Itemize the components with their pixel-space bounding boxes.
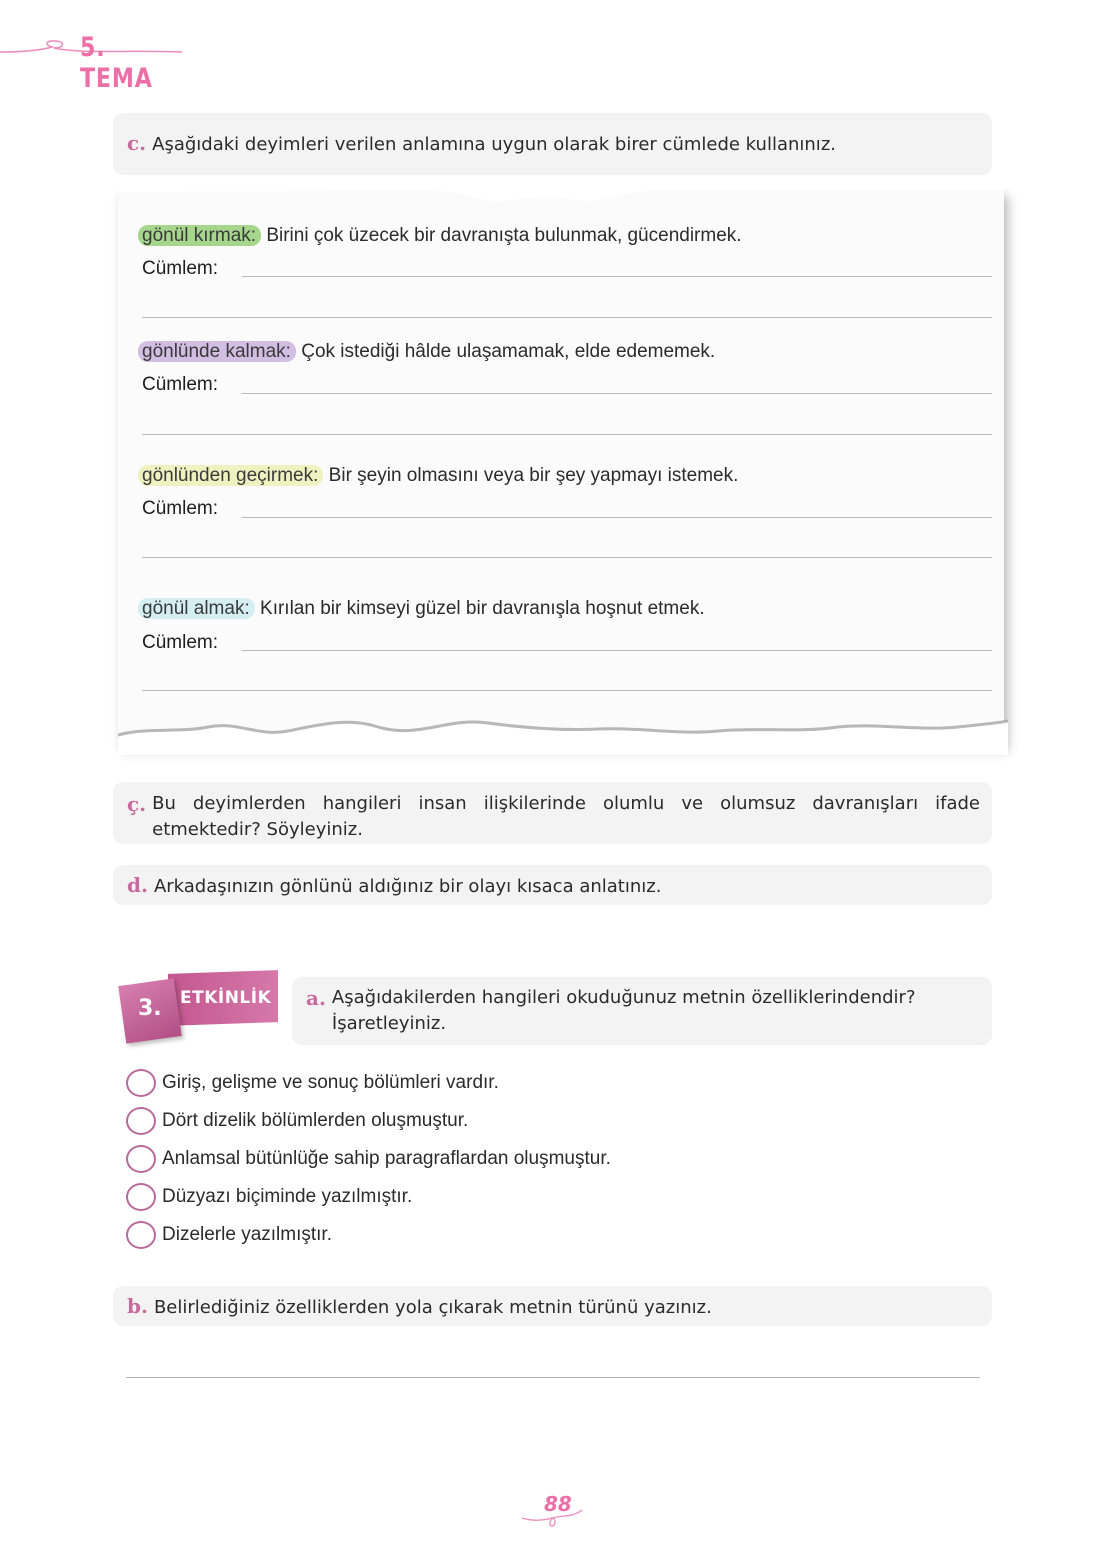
option-item[interactable]: [126, 1106, 468, 1136]
option-text: Dizelerle yazılmıştır.: [162, 1224, 332, 1245]
sentence-label: Cümlem:: [142, 632, 219, 653]
question-cc-text: Bu deyimlerden hangileri insan ilişkilerinde olumlu ve olumsuz davranışları ifade etmektedir? Söyleyiniz.: [152, 793, 980, 840]
option-text: Anlamsal bütünlüğe sahip paragraflardan oluşmuştur.: [162, 1148, 611, 1169]
option-text: Dört dizelik bölümlerden oluşmuştur.: [162, 1110, 469, 1131]
question-b-box: [113, 1286, 992, 1326]
answer-line-input[interactable]: [142, 434, 992, 435]
option-text: Giriş, gelişme ve sonuç bölümleri vardır.: [162, 1072, 499, 1093]
answer-line-input[interactable]: [142, 690, 992, 691]
option-item[interactable]: [126, 1220, 332, 1250]
activity-badge: [118, 970, 288, 1045]
option-item[interactable]: [126, 1182, 412, 1212]
answer-line-input[interactable]: [142, 557, 992, 558]
question-a-text: Aşağıdakilerden hangileri okuduğunuz metnin özelliklerindendir? İşaretleyiniz.: [331, 987, 916, 1034]
activity-label: ETKİNLİK: [180, 988, 272, 1008]
activity-number: 3.: [138, 996, 162, 1021]
answer-line-input[interactable]: [242, 393, 992, 394]
question-cc-box: [113, 782, 992, 844]
paper-torn-edge-bottom-icon: [118, 705, 1008, 755]
radio-circle-icon[interactable]: [126, 1069, 156, 1097]
idiom-term-highlight: gönlünden geçirmek:: [138, 465, 323, 486]
radio-circle-icon[interactable]: [126, 1183, 156, 1211]
question-letter: ç.: [127, 792, 147, 816]
question-c-box: [113, 113, 992, 175]
question-letter: a.: [306, 986, 326, 1010]
idiom-row: [138, 598, 705, 620]
question-d-text: Arkadaşınızın gönlünü aldığınız bir olayı kısaca anlatınız.: [153, 876, 662, 897]
question-a-box: [292, 977, 992, 1045]
paper-torn-edge-top-icon: [118, 184, 1004, 214]
idiom-term-highlight: gönül almak:: [138, 598, 255, 619]
radio-circle-icon[interactable]: [126, 1145, 156, 1173]
option-item[interactable]: [126, 1144, 611, 1174]
sentence-label: Cümlem:: [142, 258, 219, 279]
sentence-label: Cümlem:: [142, 498, 219, 519]
idiom-meaning: Bir şeyin olmasını veya bir şey yapmayı istemek.: [328, 465, 739, 486]
page-number: [520, 1488, 590, 1533]
question-c-text: Aşağıdaki deyimleri verilen anlamına uygun olarak birer cümlede kullanınız.: [152, 134, 836, 155]
answer-line-input[interactable]: [126, 1377, 980, 1378]
answer-line-input[interactable]: [142, 317, 992, 318]
idiom-term-highlight: gönlünde kalmak:: [138, 341, 296, 362]
idiom-meaning: Birini çok üzecek bir davranışta bulunmak, gücendirmek.: [266, 225, 742, 246]
idiom-row: [138, 465, 738, 487]
idiom-row: [138, 341, 715, 363]
question-letter: d.: [127, 873, 148, 897]
option-item[interactable]: [126, 1068, 499, 1098]
swirl-decoration-icon: [520, 1488, 590, 1533]
idiom-term-highlight: gönül kırmak:: [138, 225, 261, 246]
theme-header: [0, 14, 200, 94]
question-letter: c.: [127, 131, 147, 155]
question-letter: b.: [127, 1294, 148, 1318]
idiom-meaning: Kırılan bir kimseyi güzel bir davranışla hoşnut etmek.: [260, 598, 705, 619]
radio-circle-icon[interactable]: [126, 1221, 156, 1249]
theme-title: 5. TEMA: [80, 32, 153, 94]
page-number-text: 88: [544, 1492, 572, 1516]
idiom-row: [138, 225, 742, 247]
idiom-meaning: Çok istediği hâlde ulaşamamak, elde edememek.: [301, 341, 716, 362]
answer-line-input[interactable]: [242, 517, 992, 518]
answer-line-input[interactable]: [242, 650, 992, 651]
answer-line-input[interactable]: [242, 276, 992, 277]
question-d-box: [113, 865, 992, 905]
sentence-label: Cümlem:: [142, 374, 219, 395]
option-text: Düzyazı biçiminde yazılmıştır.: [162, 1186, 413, 1207]
radio-circle-icon[interactable]: [126, 1107, 156, 1135]
question-b-text: Belirlediğiniz özelliklerden yola çıkarak metnin türünü yazınız.: [153, 1297, 712, 1318]
